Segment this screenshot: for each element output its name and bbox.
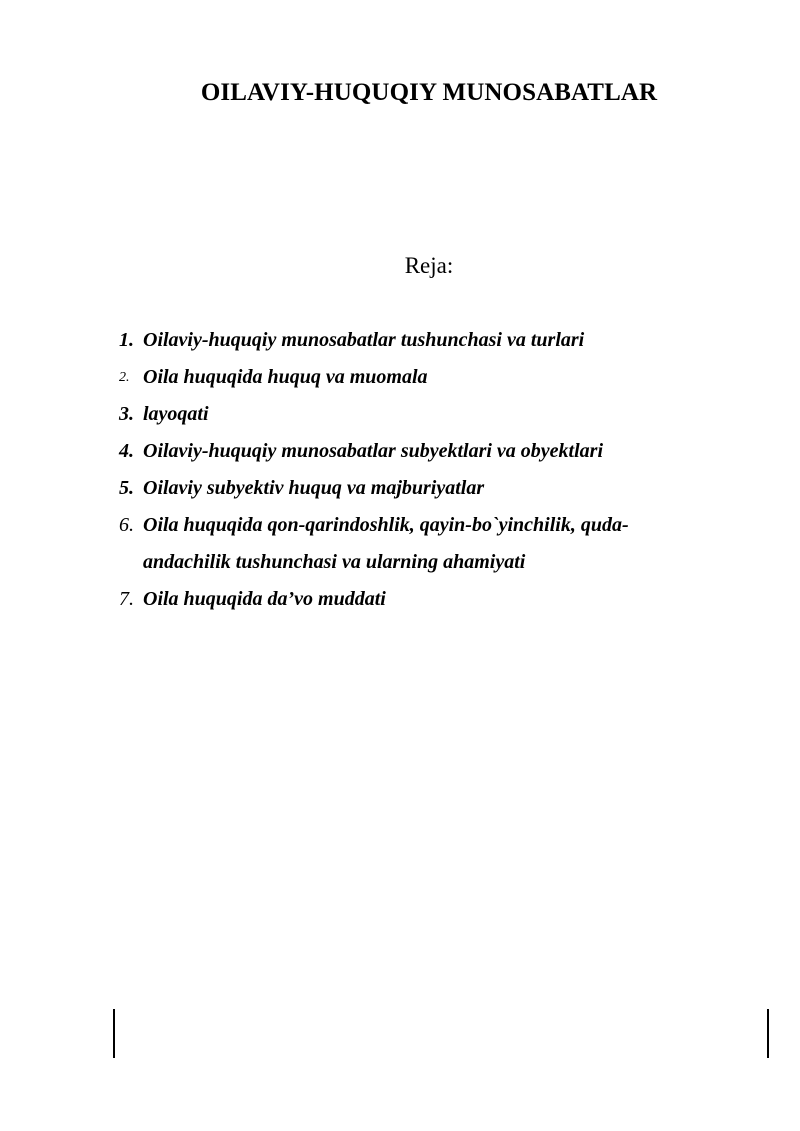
list-item-text: Oila huquqida huquq va muomala [143, 366, 428, 388]
list-item-text: Oila huquqida da’vo muddati [143, 588, 386, 610]
list-item-text: Oila huquqida qon-qarindoshlik, qayin-bo`yinchilik, quda-andachilik tushunchasi va ularning ahamiyati [143, 514, 629, 573]
plan-list [0, 322, 800, 618]
list-number: 3. [119, 403, 134, 425]
list-item-text: Oilaviy-huquqiy munosabatlar tushunchasi va turlari [143, 329, 585, 351]
list-number: 5. [119, 477, 134, 499]
list-item-text: Oilaviy subyektiv huquq va majburiyatlar [143, 477, 485, 499]
list-item [0, 359, 800, 396]
list-item [0, 322, 800, 359]
list-item-text: Oilaviy-huquqiy munosabatlar subyektlari va obyektlari [143, 440, 604, 462]
list-number: 7. [119, 588, 134, 610]
list-item [0, 470, 800, 507]
crop-mark-right [767, 1009, 769, 1058]
list-number: 6. [119, 514, 134, 536]
list-item-text: layoqati [143, 403, 209, 425]
list-item [0, 581, 800, 618]
list-number: 1. [119, 329, 134, 351]
list-number: 4. [119, 440, 134, 462]
list-number: 2. [119, 370, 130, 385]
list-item [0, 433, 800, 470]
crop-mark-left [113, 1009, 115, 1058]
plan-heading: Reja: [404, 253, 454, 278]
page-title: OILAVIY-HUQUQIY MUNOSABATLAR [200, 79, 658, 106]
list-item [0, 396, 800, 433]
list-item [0, 507, 800, 581]
